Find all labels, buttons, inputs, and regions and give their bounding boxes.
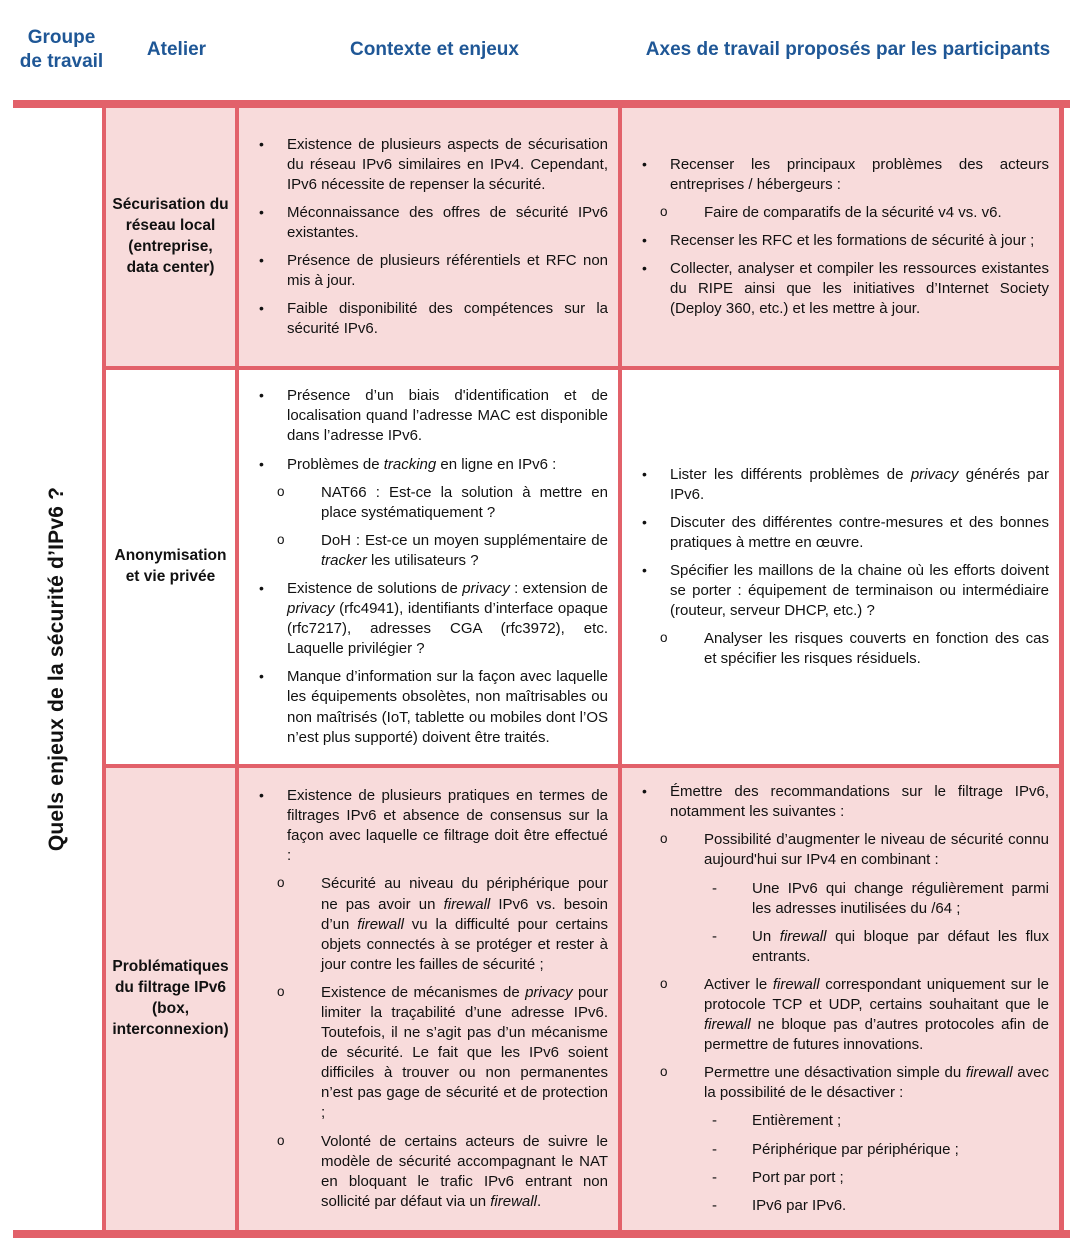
circle-bullet-icon: o	[660, 831, 668, 847]
list-item	[632, 513, 1049, 553]
list-item	[632, 927, 1049, 967]
list-item-text: Périphérique par périphérique ;	[752, 1140, 959, 1158]
dash-bullet-icon: -	[712, 879, 717, 897]
list-item	[249, 386, 608, 446]
header-contexte-et-enjeux: Contexte et enjeux	[350, 39, 519, 61]
axes-row-2	[622, 370, 1059, 764]
bullet-icon: •	[259, 387, 264, 404]
circle-bullet-icon: o	[660, 1064, 668, 1080]
list-item	[632, 782, 1049, 822]
list-item-text: Faible disponibilité des compétences sur la sécurité IPv6.	[287, 300, 608, 338]
list-item	[632, 465, 1049, 505]
list-item-text: IPv6 par IPv6.	[752, 1196, 847, 1214]
list-item-text: Émettre des recommandations sur le filtrage IPv6, notamment les suivantes :	[670, 783, 1049, 821]
dash-bullet-icon: -	[712, 1112, 717, 1130]
header-axes-de-travail: Axes de travail proposés par les participants	[645, 39, 1051, 61]
list-item	[632, 975, 1049, 1055]
bullet-icon: •	[642, 465, 647, 482]
dash-bullet-icon: -	[712, 1140, 717, 1158]
circle-bullet-icon: o	[277, 875, 285, 891]
bullet-icon: •	[259, 668, 264, 685]
list-item-text: Recenser les RFC et les formations de sécurité à jour ;	[670, 231, 1035, 249]
group-cell	[13, 108, 106, 1230]
list-item	[249, 299, 608, 339]
list-item-text: Existence de plusieurs aspects de sécurisation du réseau IPv6 similaires en IPv4. Cependant, IPv6 nécessite de repenser la sécurité.	[287, 135, 608, 193]
list-item-text: Présence de plusieurs référentiels et RFC non mis à jour.	[287, 252, 608, 290]
list-item	[632, 1168, 1049, 1188]
list-item-text: Problèmes de tracking en ligne en IPv6 :	[287, 455, 557, 473]
list-item-text: Présence d’un biais d'identification et de localisation quand l’adresse MAC est disponible dans l’adresse IPv6.	[287, 387, 608, 445]
list-item-text: Collecter, analyser et compiler les ressources existantes du RIPE ainsi que les initiatives d’Internet Society (Deploy 360, etc.) et les mettre à jour.	[670, 260, 1049, 318]
dash-bullet-icon: -	[712, 1196, 717, 1214]
list-item-text: NAT66 : Est-ce la solution à mettre en place systématiquement ?	[321, 483, 608, 521]
circle-bullet-icon: o	[660, 630, 668, 646]
list-item-text: Faire de comparatifs de la sécurité v4 vs. v6.	[704, 203, 1002, 221]
bullet-icon: •	[259, 580, 264, 596]
list-item-text: Lister les différents problèmes de privacy générés par IPv6.	[670, 465, 1049, 503]
list-item	[632, 203, 1049, 223]
bullet-icon: •	[642, 513, 647, 530]
bullet-icon: •	[642, 260, 647, 277]
list-item	[632, 259, 1049, 319]
bullet-icon: •	[642, 155, 647, 172]
list-item-text: Activer le firewall correspondant uniquement sur le protocole TCP et UDP, certains souhaitant que le firewall ne bloque pas d’autres protocoles afin de permettre de futures innovations.	[704, 975, 1049, 1054]
list-item	[249, 579, 608, 659]
table-grid	[106, 108, 1064, 1230]
contexte-row-3	[239, 768, 618, 1230]
list-item	[632, 561, 1049, 621]
list-item-text: Méconnaissance des offres de sécurité IPv6 existantes.	[287, 203, 608, 241]
list-item	[632, 155, 1049, 195]
list-item-text: Possibilité d’augmenter le niveau de sécurité connu aujourd'hui sur IPv4 en combinant :	[704, 831, 1049, 869]
bullet-icon: •	[642, 783, 647, 800]
dash-bullet-icon: -	[712, 1168, 717, 1186]
contexte-row-2	[239, 370, 618, 764]
list-item	[632, 1063, 1049, 1103]
list-item	[249, 983, 608, 1124]
table-body	[13, 108, 1070, 1230]
list-item	[249, 251, 608, 291]
list-item-text: Manque d’information sur la façon avec laquelle les équipements obsolètes, non maîtrisables ou non maîtrisés (IoT, tablette ou mobiles dont l’OS n’est plus supporté) doivent être traités.	[287, 668, 608, 746]
dash-bullet-icon: -	[712, 927, 717, 945]
list-item	[632, 1140, 1049, 1160]
header-groupe-de-travail: Groupe de travail	[19, 27, 104, 72]
list-item-text: Discuter des différentes contre-mesures et des bonnes pratiques à mettre en œuvre.	[670, 513, 1049, 551]
list-item	[249, 786, 608, 866]
table-top-border	[13, 100, 1070, 108]
list-item-text: Existence de mécanismes de privacy pour limiter la traçabilité d’une adresse IPv6. Toutefois, il ne s’agit pas d’un mécanisme de sécurité. Le fait que les IPv6 soient difficiles à trouver ou non permanentes n’est pas gage de sécurité et de protection ;	[321, 983, 608, 1122]
bullet-icon: •	[259, 300, 264, 317]
bullet-icon: •	[259, 135, 264, 152]
list-item-text: Permettre une désactivation simple du firewall avec la possibilité de le désactiver :	[704, 1064, 1049, 1102]
circle-bullet-icon: o	[277, 483, 285, 499]
atelier-problematiques-filtrage: Problématiques du filtrage IPv6 (box, interconnexion)	[106, 768, 235, 1230]
circle-bullet-icon: o	[660, 203, 668, 219]
circle-bullet-icon: o	[277, 983, 285, 999]
list-item-text: Un firewall qui bloque par défaut les flux entrants.	[752, 927, 1050, 965]
axes-row-3	[622, 768, 1059, 1230]
list-item	[632, 1196, 1049, 1216]
list-item	[249, 874, 608, 974]
list-item	[632, 830, 1049, 870]
list-item-text: Sécurité au niveau du périphérique pour ne pas avoir un firewall IPv6 vs. besoin d’un firewall vu la difficulté pour certains objets connectés à se protéger et rester à jour contre les failles de sécurité ;	[321, 875, 608, 973]
list-item-text: Recenser les principaux problèmes des acteurs entreprises / hébergeurs :	[670, 155, 1049, 193]
list-item-text: Entièrement ;	[752, 1112, 842, 1130]
bullet-icon: •	[642, 231, 647, 248]
circle-bullet-icon: o	[277, 531, 285, 547]
table-bottom-border	[13, 1230, 1070, 1238]
group-label-vertical: Quels enjeux de la sécurité d’IPv6 ?	[45, 486, 69, 852]
bullet-icon: •	[259, 203, 264, 220]
bullet-icon: •	[259, 455, 264, 472]
list-item-text: Spécifier les maillons de la chaine où les efforts doivent se porter : équipement de terminaison ou intermédiaire (routeur, serveur DHCP, etc.) ?	[670, 561, 1049, 620]
list-item-text: Port par port ;	[752, 1168, 844, 1186]
circle-bullet-icon: o	[660, 975, 668, 991]
list-item	[249, 483, 608, 523]
circle-bullet-icon: o	[277, 1132, 285, 1148]
bullet-icon: •	[259, 252, 264, 269]
list-item	[632, 879, 1049, 919]
list-item-text: DoH : Est-ce un moyen supplémentaire de tracker les utilisateurs ?	[321, 531, 608, 569]
atelier-securisation-reseau-local: Sécurisation du réseau local (entreprise, data center)	[106, 108, 235, 366]
list-item	[249, 531, 608, 571]
list-item	[249, 135, 608, 195]
list-item	[632, 629, 1049, 669]
header-atelier: Atelier	[146, 39, 207, 61]
list-item	[632, 231, 1049, 251]
list-item-text: Existence de plusieurs pratiques en termes de filtrages IPv6 et absence de consensus sur la façon avec laquelle ce filtrage doit être effectué :	[287, 787, 608, 865]
list-item-text: Une IPv6 qui change régulièrement parmi les adresses inutilisées du /64 ;	[752, 879, 1049, 917]
list-item	[249, 667, 608, 747]
list-item	[632, 1111, 1049, 1131]
bullet-icon: •	[259, 787, 264, 804]
list-item-text: Existence de solutions de privacy : extension de privacy (rfc4941), identifiants d’interface opaque (rfc7217), adresses CGA (rfc3972), etc. Laquelle privilégier ?	[287, 580, 608, 658]
contexte-row-1	[239, 108, 618, 366]
bullet-icon: •	[642, 561, 647, 578]
table-header	[13, 0, 1070, 100]
list-item-text: Analyser les risques couverts en fonction des cas et spécifier les risques résiduels.	[704, 630, 1049, 668]
axes-row-1	[622, 108, 1059, 366]
list-item	[249, 203, 608, 243]
workshops-table	[13, 0, 1070, 1238]
list-item	[249, 1132, 608, 1212]
atelier-anonymisation-vie-privee: Anonymisation et vie privée	[106, 370, 235, 764]
list-item-text: Volonté de certains acteurs de suivre le modèle de sécurité accompagnant le NAT en bloquant le trafic IPv6 entrant non sollicité par défaut via un firewall.	[321, 1132, 608, 1210]
list-item	[249, 455, 608, 475]
